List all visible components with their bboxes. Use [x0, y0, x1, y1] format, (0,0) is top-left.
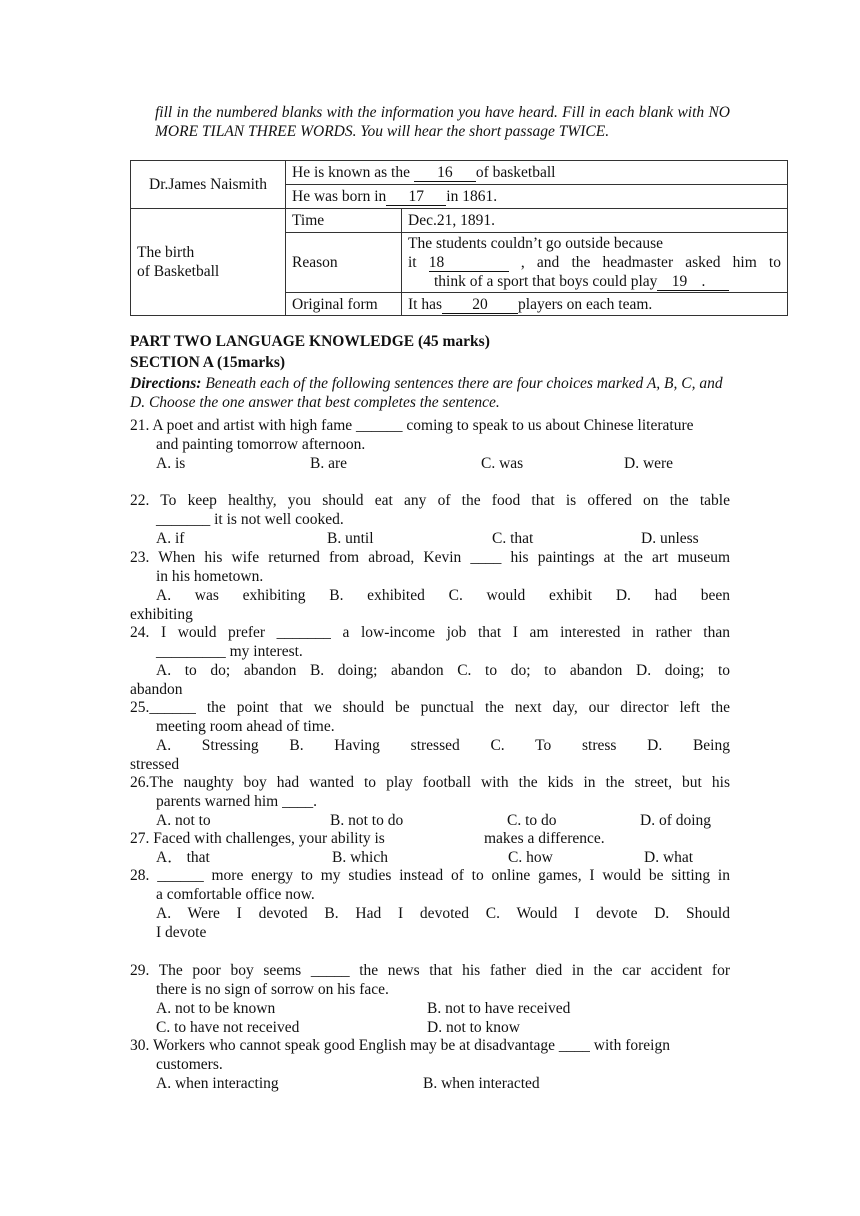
option-c[interactable]: C. to do [507, 812, 557, 829]
birth-label-line1: The birth [137, 244, 195, 261]
question-25 [130, 698, 730, 774]
listening-instructions: fill in the numbered blanks with the information you have heard. Fill in each blank with NO MORE TILAN THREE WORDS. You will hear the short passage TWICE. [155, 104, 730, 140]
question-28 [130, 866, 730, 942]
option-b[interactable]: B. not to do [330, 812, 404, 829]
question-stem-cont: _______ it is not well cooked. [156, 511, 344, 528]
reason-label-cell: Reason [286, 233, 402, 293]
options-line[interactable]: A. Were I devoted B. Had I devoted C. Would I devote D. Should [156, 905, 730, 922]
known-as-suffix: of basketball [475, 164, 556, 181]
question-stem: 28. ______ more energy to my studies instead of to online games, I would be sitting in [130, 867, 730, 884]
options-row-2 [130, 1018, 730, 1037]
option-a[interactable]: A. not to [156, 812, 211, 829]
question-stem: 29. The poor boy seems _____ the news that his father died in the car accident for [130, 962, 730, 979]
blank-16[interactable]: 16 [414, 165, 476, 182]
question-stem: 30. Workers who cannot speak good English may be at disadvantage ____ with foreign [130, 1037, 670, 1054]
birth-of-basketball-cell [131, 209, 286, 316]
time-value-cell: Dec.21, 1891. [402, 209, 788, 233]
question-stem: 25.______ the point that we should be punctual the next day, our director left the [130, 699, 730, 716]
options-line-cont[interactable]: abandon [130, 681, 183, 698]
options [130, 811, 730, 830]
question-stem-line [130, 829, 730, 848]
option-b[interactable]: B. not to have received [427, 1000, 571, 1017]
option-b[interactable]: B. are [310, 455, 348, 472]
question-stem-cont: meeting room ahead of time. [156, 718, 335, 735]
option-c[interactable]: C. to have not received [156, 1019, 300, 1036]
question-stem: 24. I would prefer _______ a low-income job that I am interested in rather than [130, 624, 730, 641]
question-30 [130, 1036, 730, 1093]
question-stem-cont: a comfortable office now. [156, 886, 315, 903]
option-b[interactable]: B. when interacted [423, 1075, 540, 1092]
option-d[interactable]: D. not to know [427, 1019, 520, 1036]
naismith-label-cell: Dr.James Naismith [131, 161, 286, 209]
question-stem-cont: and painting tomorrow afternoon. [156, 436, 366, 453]
question-stem-cont: customers. [156, 1056, 223, 1073]
options [130, 848, 730, 867]
question-stem: 23. When his wife returned from abroad, Kevin ____ his paintings at the art museum [130, 549, 730, 566]
form-value-cell [402, 293, 788, 316]
reason-it: it [408, 254, 429, 271]
part-heading: PART TWO LANGUAGE KNOWLEDGE (45 marks) [130, 333, 490, 350]
question-24 [130, 623, 730, 699]
option-c[interactable]: C. was [481, 455, 524, 472]
option-b[interactable]: B. until [327, 530, 374, 547]
form-suffix: players on each team. [518, 295, 653, 313]
question-stem: 27. Faced with challenges, your ability is [130, 830, 385, 847]
question-23 [130, 548, 730, 624]
option-a[interactable]: A． that [156, 849, 210, 866]
reason-value-cell [402, 233, 788, 293]
options [130, 454, 730, 473]
section-heading: SECTION A (15marks) [130, 354, 286, 371]
directions-text: Beneath each of the following sentences there are four choices marked A, B, C, and D. Choose the one answer that best completes the sentence. [130, 375, 723, 411]
birth-label-line2: of Basketball [137, 263, 220, 280]
question-stem-cont: _________ my interest. [156, 643, 303, 660]
question-stem: 26.The naughty boy had wanted to play football with the kids in the street, but his [130, 774, 730, 791]
option-d[interactable]: D. of doing [640, 812, 712, 829]
options [130, 529, 730, 548]
options-line-cont[interactable]: I devote [156, 924, 207, 941]
question-22 [130, 491, 730, 548]
option-a[interactable]: A. is [156, 455, 186, 472]
blank-20[interactable]: 20 [442, 297, 518, 314]
option-c[interactable]: C. that [492, 530, 534, 547]
question-stem: 21. A poet and artist with high fame ______ coming to speak to us about Chinese literature [130, 417, 694, 434]
blank-18[interactable]: 18 [429, 255, 509, 272]
option-c[interactable]: C. how [508, 849, 553, 866]
option-a[interactable]: A. if [156, 530, 185, 547]
known-as-cell [286, 161, 788, 185]
blank-17[interactable]: 17 [386, 189, 446, 206]
directions [130, 374, 730, 412]
options [130, 1074, 730, 1093]
reason-line3 [408, 272, 781, 291]
option-b[interactable]: B. which [332, 849, 388, 866]
options-line-cont[interactable]: exhibiting [130, 606, 193, 623]
known-as-text: He is known as the [292, 164, 414, 181]
question-21 [130, 416, 730, 473]
blank-19-tail: . [701, 274, 729, 291]
reason-line3-text: think of a sport that boys could play [434, 273, 658, 290]
option-a[interactable]: A. when interacting [156, 1075, 279, 1092]
born-in-cell [286, 185, 788, 209]
option-a[interactable]: A. not to be known [156, 1000, 276, 1017]
listening-table [130, 160, 788, 316]
blank-19[interactable]: 19 [657, 274, 701, 291]
options-line[interactable]: A. to do; abandon B. doing; abandon C. to do; to abandon D. doing; to [156, 662, 730, 679]
time-label-cell: Time [286, 209, 402, 233]
question-stem-cont: there is no sign of sorrow on his face. [156, 981, 389, 998]
options-line[interactable]: A. was exhibiting B. exhibited C. would exhibit D. had been [156, 587, 730, 604]
reason-line1: The students couldn’t go outside because [408, 235, 663, 252]
form-text: It has [408, 295, 443, 313]
reason-mid: , and the headmaster asked him to [508, 254, 781, 271]
reason-line2 [408, 253, 781, 272]
options-row-1 [130, 999, 730, 1018]
question-27 [130, 829, 730, 867]
question-26 [130, 773, 730, 830]
options-line-cont[interactable]: stressed [130, 756, 180, 773]
question-29 [130, 961, 730, 1037]
option-d[interactable]: D. unless [641, 530, 699, 547]
form-label-cell: Original form [286, 293, 402, 316]
question-stem-end: makes a difference. [484, 830, 605, 847]
option-d[interactable]: D. what [644, 849, 694, 866]
options-line[interactable]: A. Stressing B. Having stressed C. To stress D. Being [156, 737, 730, 754]
question-stem-cont: in his hometown. [156, 568, 264, 585]
part-two-headings [130, 332, 490, 372]
question-stem: 22. To keep healthy, you should eat any of the food that is offered on the table [130, 492, 730, 509]
directions-label: Directions: [130, 375, 202, 392]
born-in-suffix: in 1861. [446, 188, 498, 205]
born-in-text: He was born in [292, 188, 387, 205]
option-d[interactable]: D. were [624, 455, 674, 472]
question-stem-cont: parents warned him ____. [156, 793, 317, 810]
